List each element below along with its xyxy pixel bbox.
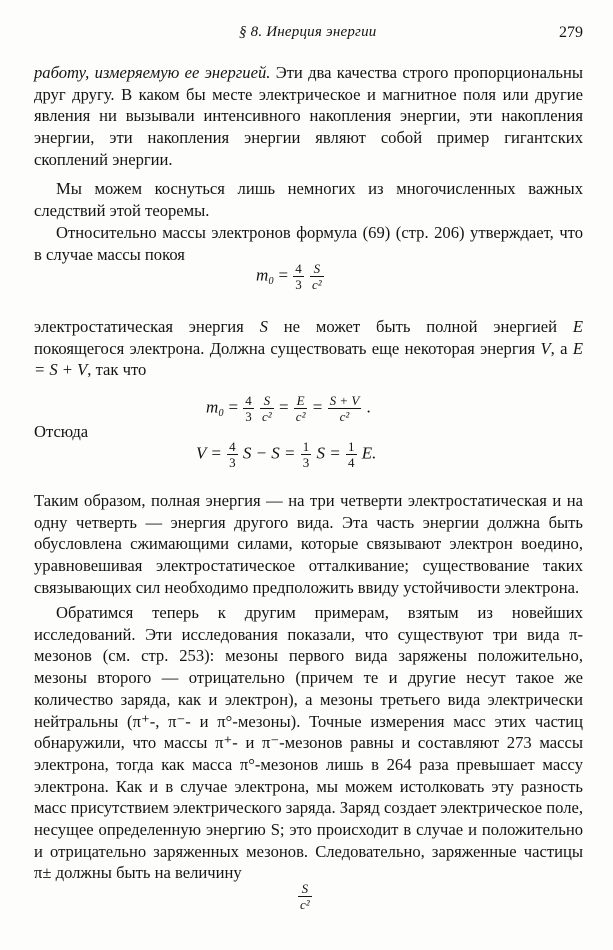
fraction-numerator: 1 [302,439,310,454]
formula-term: = [278,265,289,285]
formula-term: V = [196,443,227,463]
fraction [310,262,324,291]
fraction-numerator: 4 [229,439,236,454]
fraction-numerator: S + V [329,393,360,408]
fraction [227,440,238,469]
paragraph-3-text: Относительно массы электронов формула (69) (стр. 206) утверждает, что в случае массы покоя [34,223,583,264]
paragraph-5-text: Таким образом, полная энергия — на три четверти электростатическая и на одну четверть — энергия другого вида. Эта часть энергии должна быть обусловлена сжимающими силами, которые связывают электрон воедино, уравновешивая электростатическое отталкивание; существование таких связывающих сил необходимо предположить ввиду устойчивости электрона. [34,491,583,597]
page-header [34,24,583,46]
paragraph-1-text: Эти два качества строго пропорциональны друг другу. В каком бы месте электрическое и магнитное поля или другие явления ни вызывали интенсивного накопления энергии, эти накопления энергии, эти накопления энергии являют собой пример гигантских скоплений энергии. [34,63,584,169]
fraction [301,440,312,469]
fraction-denominator: c² [339,409,350,424]
fraction [346,440,357,469]
fraction [328,394,362,423]
formula-rest-mass [256,262,325,291]
fraction-denominator: 4 [348,455,355,470]
paragraph-4-text: электростатическая энергия [34,317,260,336]
fraction [293,262,304,291]
fraction-numerator: S [260,394,274,409]
symbol: V [540,338,551,358]
fraction-numerator: 4 [245,393,252,408]
paragraph-3 [34,222,583,265]
fraction-denominator: c² [295,409,306,424]
fraction-numerator: S [310,262,324,277]
formula-term: = [312,397,323,417]
fraction [298,882,312,911]
symbol: E [572,317,583,336]
paragraph-4-text: , так что [87,360,147,380]
fraction [260,394,274,423]
formula-term: = [278,397,289,417]
paragraph-6 [34,602,583,884]
formula-term: m₀ [206,397,225,417]
fraction-numerator: E [294,394,308,409]
fraction-denominator: 3 [302,455,310,470]
paragraph-4-text: не может быть полной энергией [267,317,573,336]
inline-equation: E = S + V [34,338,583,380]
fraction-denominator: 3 [229,455,236,470]
otsyuda-label: Отсюда [34,422,89,441]
fraction-denominator: c² [312,277,322,292]
fraction [294,394,308,423]
paragraph-4 [34,316,583,381]
fraction-denominator: c² [300,897,310,912]
formula-energy-relation [206,394,371,423]
fraction-denominator: 3 [295,277,302,292]
fraction-numerator: 4 [295,261,302,276]
paragraph-1 [34,62,583,171]
formula-s-over-c2 [297,882,313,911]
formula-v-energy [196,440,376,469]
fraction [243,394,254,423]
paragraph-5 [34,490,583,599]
formula-term: = [228,397,239,417]
symbol: S [259,317,268,336]
formula-term: . [366,397,371,417]
fraction-denominator: c² [262,409,272,424]
page-number: 279 [559,24,583,41]
formula-term: S = [316,443,345,463]
italic-phrase: работу, измеряемую ее энергией. [34,63,271,82]
formula-term: S − S = [242,443,300,463]
formula-term: m₀ [256,265,275,285]
fraction-numerator: 1 [348,439,355,454]
paragraph-6-text: Обратимся теперь к другим примерам, взятым из новейших исследований. Эти исследования показали, что существуют три вида π-мезонов (см. стр. 253): мезоны первого вида заряжены положительно, мезоны второго — отрицательно (причем те и другие несут такое же количество заряда, как и электрон), а мезоны третьего вида электрически нейтральны (π⁺-, π⁻- и π°-мезоны). Точные измерения масс этих частиц обнаружили, что массы π⁺- и π⁻-мезонов равны и составляют 273 массы электрона, тогда как масса π°-мезонов лишь в 264 раза превышает массу электрона. Как и в случае электрона, мы можем истолковать эту разность масс присутствием электрического заряда. Заряд создает электрическое поле, несущее определенную энергию S; это происходит в случае и положительно и отрицательно заряженных мезонов. Следовательно, заряженные частицы π± должны быть на величину [34,603,583,883]
formula-term: E. [361,443,377,463]
fraction-numerator: S [298,882,312,897]
paragraph-4-text: , а [550,338,573,358]
paragraph-2-text: Мы можем коснуться лишь немногих из многочисленных важных следствий этой теоремы. [34,179,583,220]
paragraph-4-text: покоящегося электрона. Должна существовать еще некоторая энергия [34,338,541,358]
paragraph-2 [34,178,583,221]
section-title: § 8. Инерция энергии [239,24,377,40]
fraction-denominator: 3 [245,409,252,424]
